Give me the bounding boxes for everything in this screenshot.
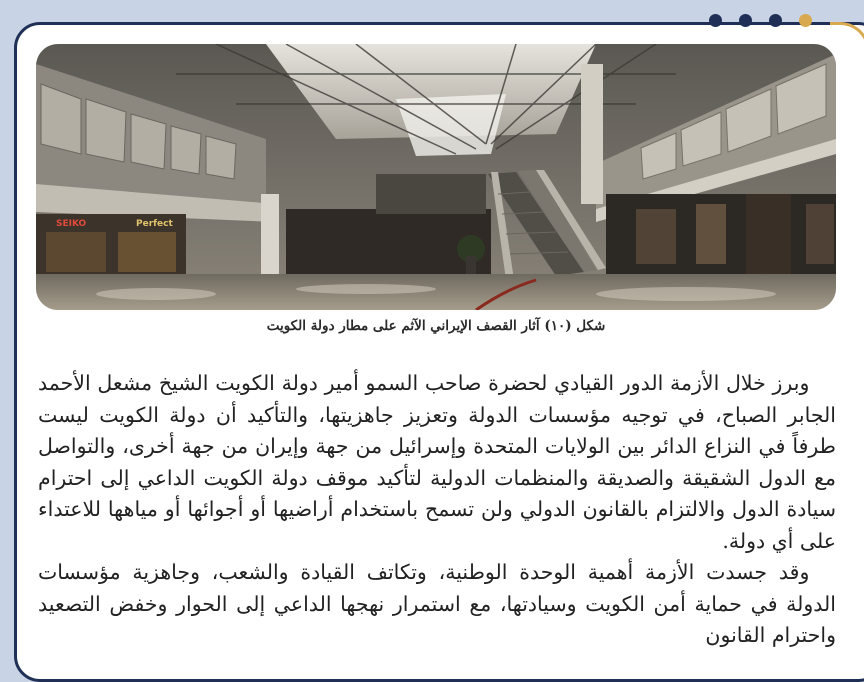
paragraph: وبرز خلال الأزمة الدور القيادي لحضرة صاحب السمو أمير دولة الكويت الشيخ مشعل الأحمد الجابر الصباح، في توجيه مؤسسات الدولة وتعزيز جاهزيتها، والتأكيد أن دولة الكويت ليست طرفاً في النزاع الدائر بين الولايات المتحدة وإسرائيل من جهة وإيران من جهة أخرى، والتواصل مع الدول الشقيقة والصديقة والمنظمات الدولية لتأكيد موقف دولة الكويت الداعي إلى احترام سيادة الدول والالتزام بالقانون الدولي ولن تسمح باستخدام أراضيها أو أجوائها أو مياهها للاعتداء على أي دولة. [38,371,836,553]
shop-sign-seiko: SEIKO [56,219,87,229]
figure-caption: شكل (١٠) آثار القصف الإيراني الآثم على مطار دولة الكويت [266,318,606,334]
dot [709,14,722,27]
shop-sign-perfect: Perfect [136,219,173,229]
decorative-dots [709,14,812,27]
body-text [38,368,836,652]
airport-damage-photo [36,44,836,310]
dot [739,14,752,27]
paragraph: وقد جسدت الأزمة أهمية الوحدة الوطنية، وتكاتف القيادة والشعب، وجاهزية مؤسسات الدولة في حماية أمن الكويت وسيادتها، مع استمرار نهجها الداعي إلى الحوار وخفض التصعيد واحترام القانون [38,560,836,647]
dot-gold [799,14,812,27]
dot [769,14,782,27]
